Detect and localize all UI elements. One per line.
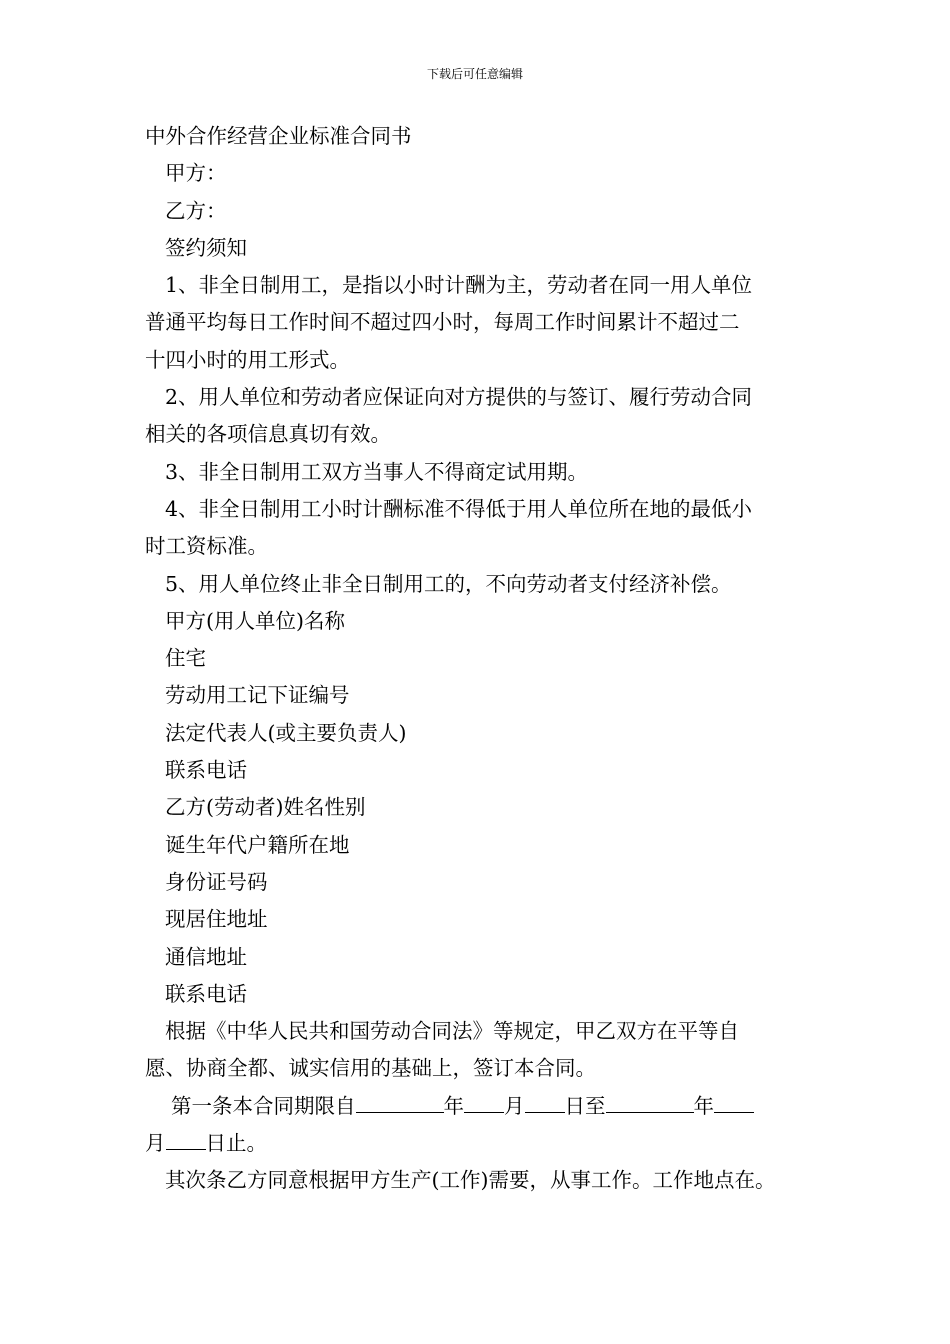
end-day-blank[interactable] <box>166 1127 206 1150</box>
field-employer-phone: 联系电话 <box>165 758 247 783</box>
article-1-prefix: 第一条本合同期限自 <box>171 1093 356 1118</box>
start-month-blank[interactable] <box>464 1090 504 1113</box>
notice-heading: 签约须知 <box>165 235 247 260</box>
legal-basis-line-2: 愿、协商全都、诚实信用的基础上，签订本合同。 <box>145 1056 596 1081</box>
field-labor-registration-no: 劳动用工记下证编号 <box>165 683 350 708</box>
notice-item-1-line-1: 1、非全日制用工，是指以小时计酬为主，劳动者在同一用人单位 <box>165 273 753 298</box>
article-1-month2-label: 月 <box>145 1131 166 1156</box>
legal-basis-line-1: 根据《中华人民共和国劳动合同法》等规定，甲乙双方在平等自 <box>165 1019 739 1044</box>
page-header: 下载后可任意编辑 <box>426 67 523 81</box>
notice-item-1-line-2: 普通平均每日工作时间不超过四小时，每周工作时间累计不超过二 <box>145 310 740 335</box>
field-mailing-address: 通信地址 <box>165 944 247 969</box>
article-2: 其次条乙方同意根据甲方生产(工作)需要，从事工作。工作地点在。 <box>165 1168 776 1193</box>
notice-item-3: 3、非全日制用工双方当事人不得商定试用期。 <box>165 459 589 484</box>
field-worker-phone: 联系电话 <box>165 981 247 1006</box>
notice-item-4-line-2: 时工资标准。 <box>145 534 268 559</box>
notice-item-1-line-3: 十四小时的用工形式。 <box>145 347 350 372</box>
article-1-year2-label: 年 <box>693 1093 714 1118</box>
field-employer-name: 甲方(用人单位)名称 <box>165 608 345 633</box>
field-id-number: 身份证号码 <box>165 869 268 894</box>
document-title: 中外合作经营企业标准合同书 <box>145 124 412 148</box>
party-b-label: 乙方： <box>165 198 227 223</box>
start-year-blank[interactable] <box>356 1090 444 1113</box>
article-1-end-label: 日止。 <box>205 1131 267 1156</box>
field-worker-name-gender: 乙方(劳动者)姓名性别 <box>165 795 366 820</box>
article-1-line-1 <box>145 1088 825 1125</box>
field-birth-household: 诞生年代户籍所在地 <box>165 832 350 857</box>
field-current-address: 现居住地址 <box>165 907 268 932</box>
article-1-day-to-label: 日至 <box>564 1093 606 1118</box>
field-residence: 住宅 <box>165 646 206 671</box>
party-a-label: 甲方： <box>165 161 227 186</box>
start-day-blank[interactable] <box>525 1090 565 1113</box>
article-1-month-label: 月 <box>504 1093 525 1118</box>
field-legal-representative: 法定代表人(或主要负责人) <box>165 720 407 745</box>
article-1-line-2 <box>145 1125 825 1162</box>
notice-item-5: 5、用人单位终止非全日制用工的，不向劳动者支付经济补偿。 <box>165 571 732 596</box>
notice-item-4-line-1: 4、非全日制用工小时计酬标准不得低于用人单位所在地的最低小 <box>165 496 753 521</box>
contract-body <box>145 118 825 1200</box>
end-year-blank[interactable] <box>606 1090 694 1113</box>
article-1-year-label: 年 <box>443 1093 464 1118</box>
notice-item-2-line-1: 2、用人单位和劳动者应保证向对方提供的与签订、履行劳动合同 <box>165 385 753 410</box>
notice-item-2-line-2: 相关的各项信息真切有效。 <box>145 422 391 447</box>
end-month-blank-start[interactable] <box>714 1090 754 1113</box>
